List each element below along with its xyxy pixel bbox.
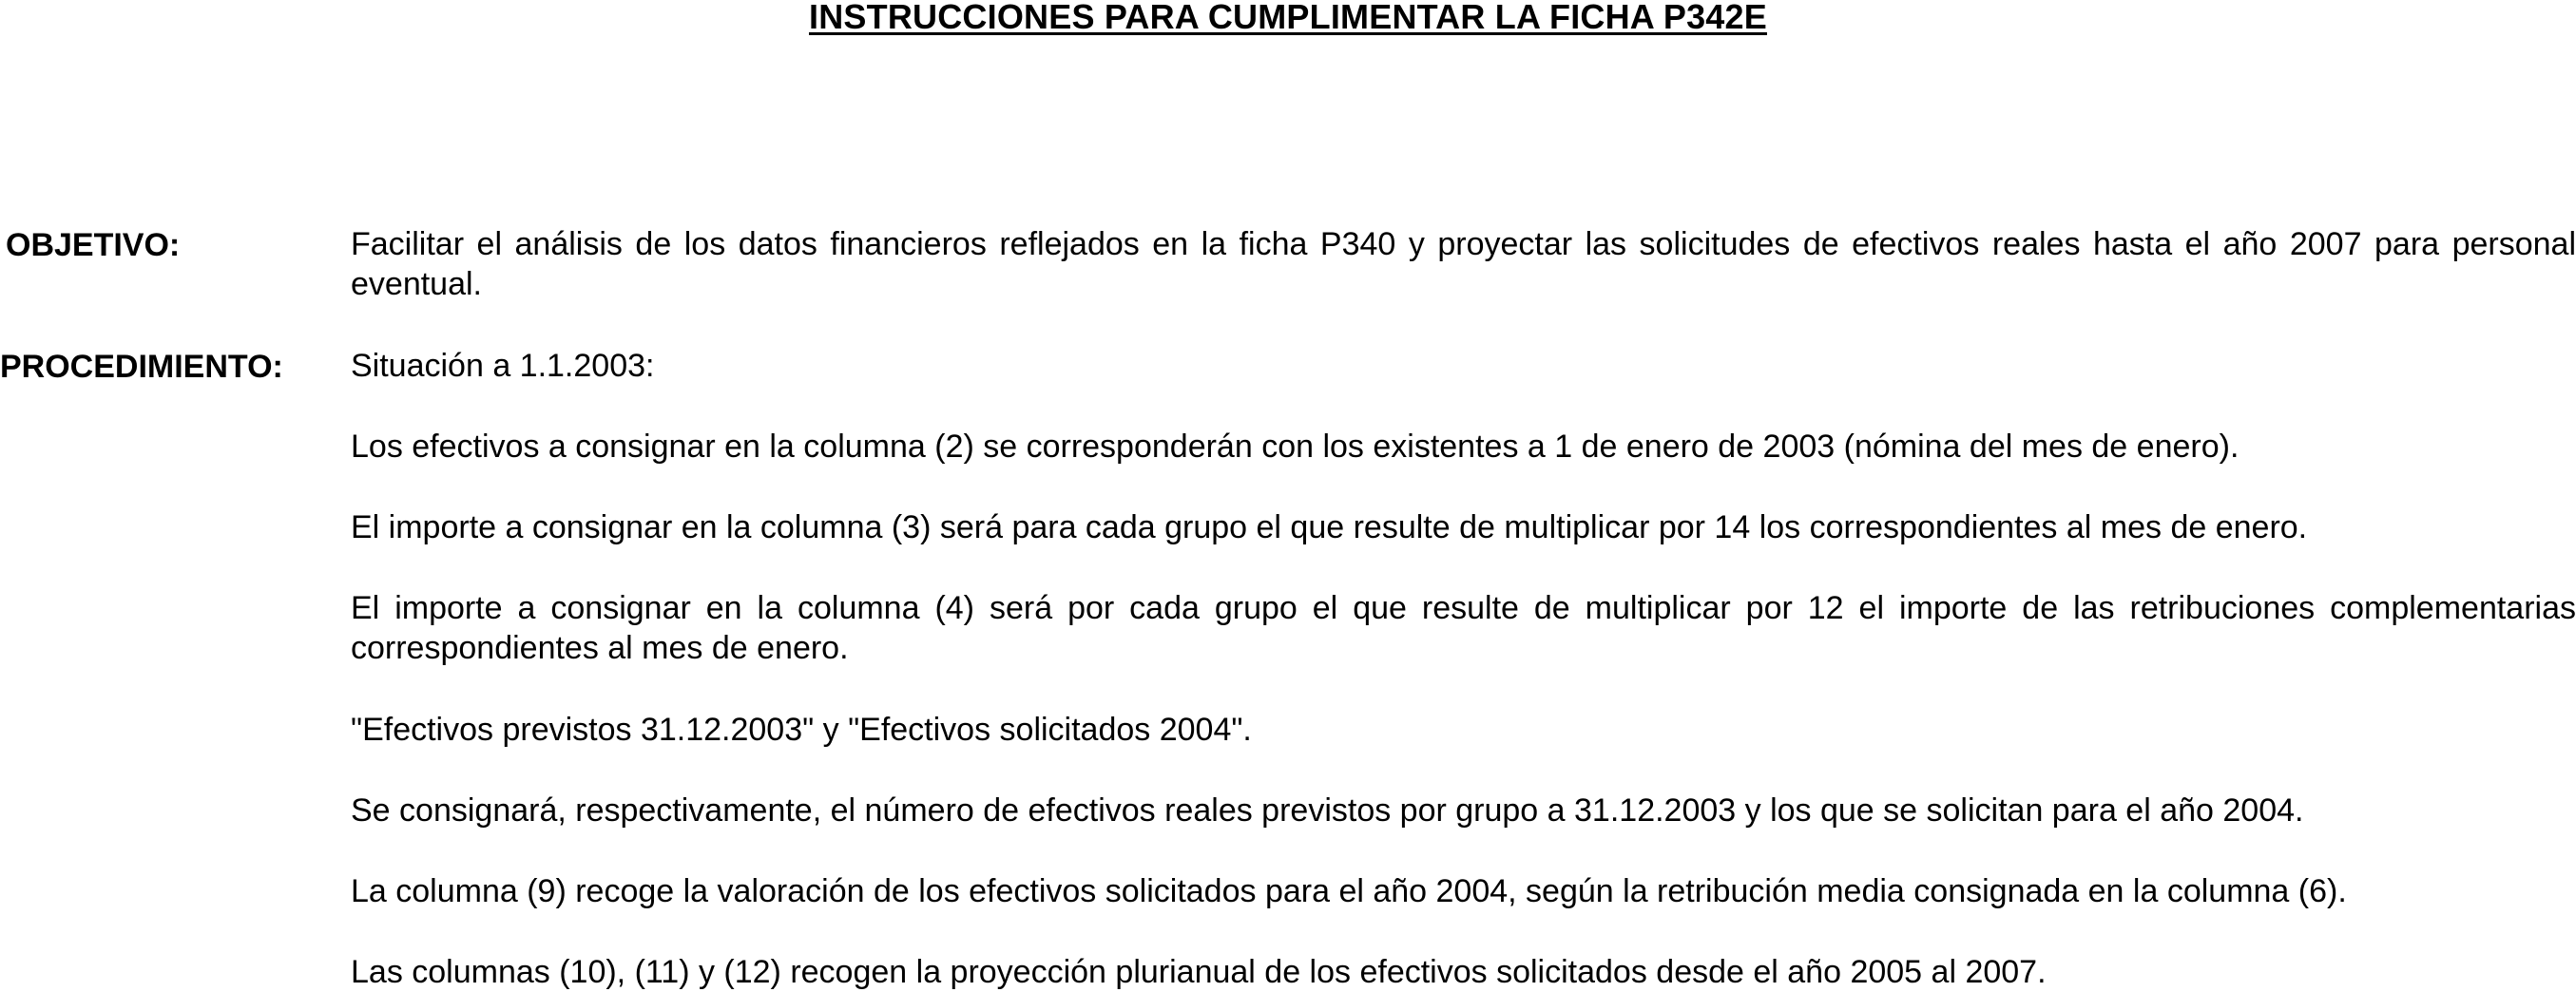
procedimiento-paragraph-7: La columna (9) recoge la valoración de los efectivos solicitados para el año 2004, según la retribución media consignada en la columna (6). [351, 873, 2347, 909]
procedimiento-paragraph-3: El importe a consignar en la columna (3) será para cada grupo el que resulte de multiplicar por 14 los correspondientes al mes de enero. [351, 509, 2308, 545]
document-title: INSTRUCCIONES PARA CUMPLIMENTAR LA FICHA P342E [809, 0, 1767, 36]
objetivo-label: OBJETIVO: [6, 227, 181, 263]
objetivo-text: Facilitar el análisis de los datos financieros reflejados en la ficha P340 y proyectar las solicitudes de efectivos reales hasta el año 2007 para personal eventual. [351, 226, 2576, 302]
procedimiento-paragraph-5: "Efectivos previstos 31.12.2003" y "Efectivos solicitados 2004". [351, 712, 1252, 748]
procedimiento-label: PROCEDIMIENTO: [0, 349, 283, 385]
procedimiento-paragraph-1: Situación a 1.1.2003: [351, 348, 655, 384]
procedimiento-paragraph-8: Las columnas (10), (11) y (12) recogen la proyección plurianual de los efectivos solicitados desde el año 2005 al 2007. [351, 954, 2047, 990]
procedimiento-paragraph-6: Se consignará, respectivamente, el número de efectivos reales previstos por grupo a 31.12.2003 y los que se solicitan para el año 2004. [351, 792, 2304, 829]
procedimiento-paragraph-2: Los efectivos a consignar en la columna (2) se corresponderán con los existentes a 1 de enero de 2003 (nómina del mes de enero). [351, 429, 2240, 465]
procedimiento-paragraph-4: El importe a consignar en la columna (4) será por cada grupo el que resulte de multiplicar por 12 el importe de las retribuciones complementarias correspondientes al mes de enero. [351, 590, 2576, 666]
